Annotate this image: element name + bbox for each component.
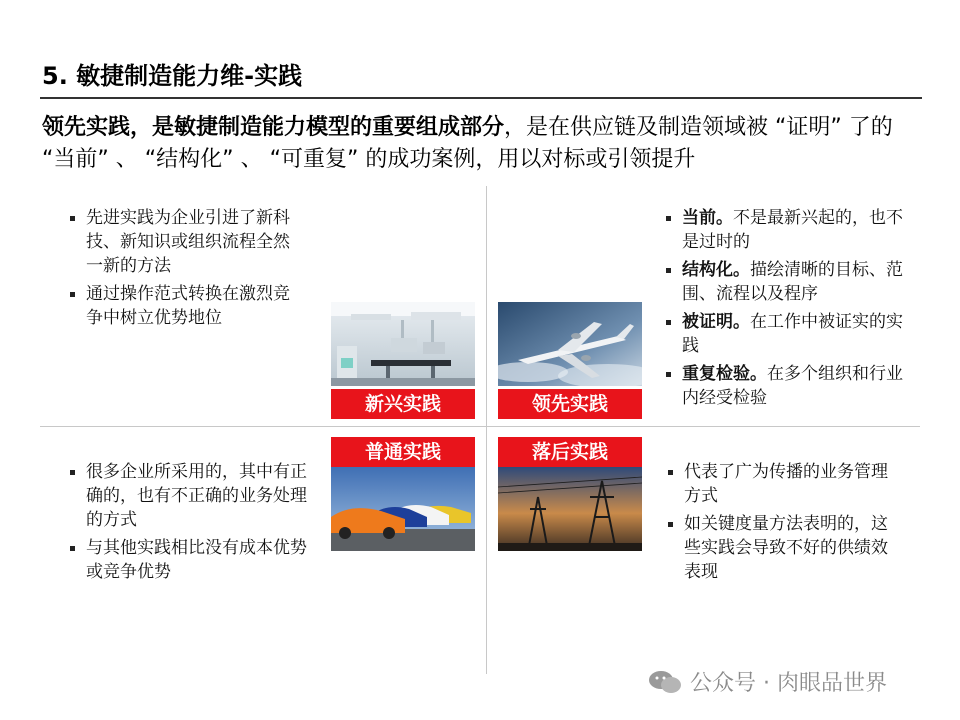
intro-rest-text: ，是在供应链及制造领域被 “证明” 了的 “当前” 、 “结构化” 、 “可重复” 的成功案例，用以对标或引领提升 bbox=[42, 115, 893, 172]
common-practice-bullets bbox=[70, 460, 310, 588]
bullet-item: 代表了广为传播的业务管理方式 bbox=[668, 460, 904, 508]
lagging-practice-bullets bbox=[668, 460, 904, 588]
bullet-item: 与其他实践相比没有成本优势或竞争优势 bbox=[70, 536, 310, 584]
leading-practice-label: 领先实践 bbox=[498, 389, 642, 419]
bullet-item: 被证明。在工作中被证实的实践 bbox=[666, 310, 906, 358]
bullet-item: 很多企业所采用的，其中有正确的，也有不正确的业务处理的方式 bbox=[70, 460, 310, 532]
bullet-item: 当前。不是最新兴起的，也不是过时的 bbox=[666, 206, 906, 254]
bullet-item: 先进实践为企业引进了新科技、新知识或组织流程全然一新的方法 bbox=[70, 206, 302, 278]
leading-practice-bullets bbox=[666, 206, 906, 414]
emerging-practice-image bbox=[331, 302, 475, 386]
bullet-item: 如关键度量方法表明的，这些实践会导致不好的供绩效表现 bbox=[668, 512, 904, 584]
page-title: 5. 敏捷制造能力维-实践 bbox=[42, 62, 303, 90]
intro-bold-text: 领先实践，是敏捷制造能力模型的重要组成部分 bbox=[42, 115, 505, 140]
title-underline bbox=[40, 97, 922, 99]
intro-paragraph bbox=[42, 112, 922, 176]
lagging-practice-label: 落后实践 bbox=[498, 437, 642, 467]
quadrant-divider-horizontal bbox=[40, 426, 920, 427]
watermark bbox=[648, 666, 887, 697]
emerging-practice-bullets bbox=[70, 206, 302, 334]
leading-practice-image bbox=[498, 302, 642, 386]
watermark-text: 公众号 · 肉眼品世界 bbox=[690, 671, 887, 696]
bullet-item: 重复检验。在多个组织和行业内经受检验 bbox=[666, 362, 906, 410]
bullet-item: 通过操作范式转换在激烈竞争中树立优势地位 bbox=[70, 282, 302, 330]
emerging-practice-label: 新兴实践 bbox=[331, 389, 475, 419]
lagging-practice-image bbox=[498, 467, 642, 551]
wechat-icon bbox=[648, 669, 682, 695]
common-practice-label: 普通实践 bbox=[331, 437, 475, 467]
bullet-item: 结构化。描绘清晰的目标、范围、流程以及程序 bbox=[666, 258, 906, 306]
common-practice-image bbox=[331, 467, 475, 551]
quadrant-divider-vertical bbox=[486, 186, 487, 674]
